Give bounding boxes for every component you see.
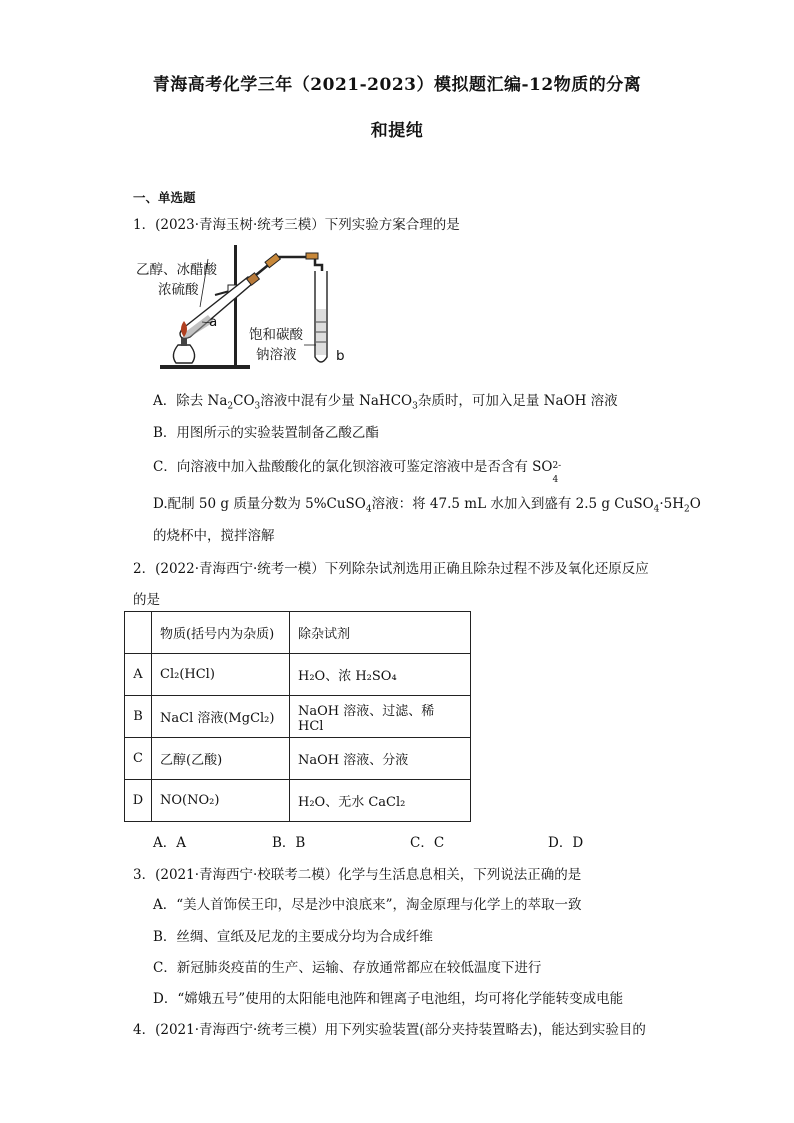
table-cell: H₂O、浓 H₂SO₄: [290, 654, 471, 696]
table-header-cell: [125, 612, 152, 654]
table-cell: D: [125, 780, 152, 822]
q1-option-d: D.配制 50 g 质量分数为 5%CuSO$_4$溶液：将 47.5 mL 水加入到盛有 2.5 g $CuSO_4\cdot 5H_2O$: [153, 496, 701, 515]
table-row: [125, 738, 471, 780]
q3-option-a: A．“美人首饰侯王印，尽是沙中浪底来”，淘金原理与化学上的萃取一致: [153, 897, 582, 913]
label-sodium-solution: 钠溶液: [256, 347, 297, 363]
q1-option-a: A．除去 $Na_2CO_3$溶液中混有少量 NaHCO$_3$杂质时，可加入足量 NaOH 溶液: [153, 393, 618, 412]
table-cell: B: [125, 696, 152, 738]
question-1-stem: 1．(2023·青海玉树·统考三模）下列实验方案合理的是: [133, 217, 460, 233]
table-cell: NaOH 溶液、过滤、稀 HCl: [290, 696, 471, 738]
question-2-stem-line2: 的是: [133, 592, 160, 608]
q2-choice-d: D．D: [548, 835, 584, 851]
table-cell: Cl₂(HCl): [152, 654, 290, 696]
label-b: b: [336, 348, 345, 364]
table-cell: C: [125, 738, 152, 780]
q3-option-c: C．新冠肺炎疫苗的生产、运输、存放通常都应在较低温度下进行: [153, 960, 542, 976]
table-cell: A: [125, 654, 152, 696]
label-a: a: [209, 314, 218, 330]
q2-choice-b: B．B: [272, 835, 306, 851]
question-3-stem: 3．(2021·青海西宁·校联考二模）化学与生活息息相关，下列说法正确的是: [133, 867, 582, 883]
section-heading: 一、单选题: [133, 190, 196, 205]
q1-option-b: B．用图所示的实验装置制备乙酸乙酯: [153, 425, 379, 441]
question-2-stem-line1: 2．(2022·青海西宁·统考一模）下列除杂试剂选用正确且除杂过程不涉及氧化还原反应: [133, 561, 649, 577]
table-row: [125, 654, 471, 696]
label-reagents: 乙醇、冰醋酸: [136, 262, 217, 278]
table-cell: H₂O、无水 CaCl₂: [290, 780, 471, 822]
q1-option-c: C．向溶液中加入盐酸酸化的氯化钡溶液可鉴定溶液中是否含有 SO 2- 4: [153, 459, 562, 485]
label-conc-sulfuric-acid: 浓硫酸: [158, 282, 199, 298]
q3-option-b: B．丝绸、宣纸及尼龙的主要成分均为合成纤维: [153, 929, 433, 945]
rubber-joint-1: [265, 254, 280, 268]
rubber-joint-2: [306, 253, 318, 259]
q1-option-d-cont: 的烧杯中，搅拌溶解: [153, 528, 275, 544]
q2-choice-a: A．A: [153, 835, 186, 851]
table-cell: NO(NO₂): [152, 780, 290, 822]
alcohol-lamp: [173, 345, 194, 363]
lamp-wick: [181, 338, 187, 346]
q3-option-d: D．“嫦娥五号”使用的太阳能电池阵和锂离子电池组，均可将化学能转变成电能: [153, 991, 624, 1007]
impurity-table: [124, 611, 471, 822]
table-header-cell: 除杂试剂: [290, 612, 471, 654]
document-title-line1: 青海高考化学三年（2021-2023）模拟题汇编-12物质的分离: [152, 75, 642, 95]
table-cell: NaOH 溶液、分液: [290, 738, 471, 780]
question-4-stem: 4．(2021·青海西宁·统考三模）用下列实验装置(部分夹持装置略去)，能达到实验目的: [133, 1022, 646, 1038]
table-header-row: [125, 612, 471, 654]
label-saturated: 饱和碳酸: [249, 327, 303, 343]
document-title-line2: 和提纯: [370, 121, 424, 141]
table-cell: NaCl 溶液(MgCl₂): [152, 696, 290, 738]
table-cell: 乙醇(乙酸): [152, 738, 290, 780]
stand-rod: [234, 245, 237, 367]
table-row: [125, 780, 471, 822]
q2-choice-c: C．C: [410, 835, 445, 851]
table-row: [125, 696, 471, 738]
table-header-cell: 物质(括号内为杂质): [152, 612, 290, 654]
